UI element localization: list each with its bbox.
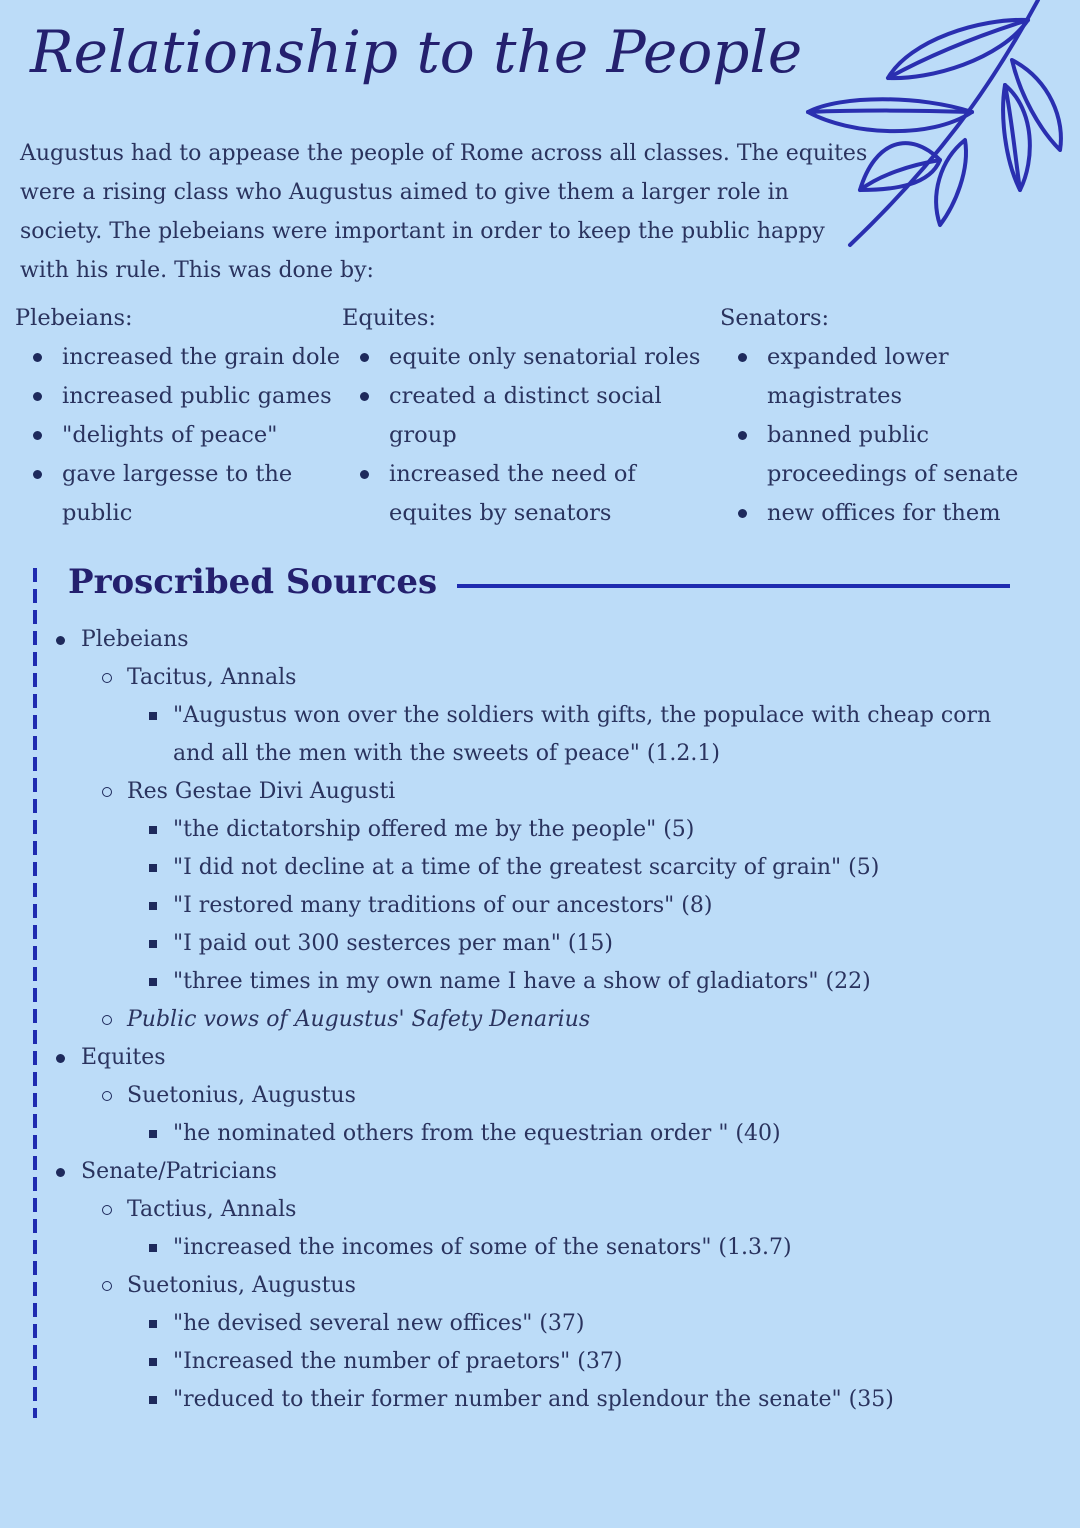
column-heading: Senators: [720, 305, 830, 331]
sources-list [0, 621, 1080, 1419]
column-heading: Equites: [342, 305, 436, 331]
plebeians-column [15, 299, 345, 533]
source-quote: "Augustus won over the soldiers with gifts, the populace with cheap corn and all the men with the sweets of peace" (1.2.1) [0, 697, 1080, 773]
source-quote: "increased the incomes of some of the senators" (1.3.7) [0, 1229, 1080, 1267]
list-item: gave largesse to the public [15, 455, 345, 533]
source-work: Suetonius, Augustus [0, 1077, 1080, 1115]
source-quote: "reduced to their former number and splendour the senate" (35) [0, 1381, 1080, 1419]
list-item: new offices for them [720, 494, 1020, 533]
source-work: Tactius, Annals [0, 1191, 1080, 1229]
list-item: created a distinct social group [342, 377, 722, 455]
source-group: Senate/Patricians [0, 1153, 1080, 1191]
list-item: increased the need of equites by senators [342, 455, 722, 533]
senators-column [720, 299, 1020, 533]
source-group: Plebeians [0, 621, 1080, 659]
source-quote: "three times in my own name I have a show of gladiators" (22) [0, 963, 1080, 1001]
source-quote: "he nominated others from the equestrian order " (40) [0, 1115, 1080, 1153]
source-work: Suetonius, Augustus [0, 1267, 1080, 1305]
source-group: Equites [0, 1039, 1080, 1077]
equites-column [342, 299, 722, 533]
source-quote: "I did not decline at a time of the greatest scarcity of grain" (5) [0, 849, 1080, 887]
list-item: equite only senatorial roles [342, 338, 722, 377]
source-work: Public vows of Augustus' Safety Denarius [0, 1001, 1080, 1039]
list-item: banned public proceedings of senate [720, 416, 1020, 494]
source-quote: "Increased the number of praetors" (37) [0, 1343, 1080, 1381]
source-work: Tacitus, Annals [0, 659, 1080, 697]
page-title: Relationship to the People [30, 18, 803, 86]
list-item: increased the grain dole [15, 338, 345, 377]
intro-paragraph: Augustus had to appease the people of Rome across all classes. The equites were a rising class who Augustus aimed to give them a larger role in society. The plebeians were important in order to keep the public happy with his rule. This was done by: [20, 141, 868, 283]
list-item: "delights of peace" [15, 416, 345, 455]
section-title: Proscribed Sources [68, 562, 438, 602]
source-quote: "the dictatorship offered me by the people" (5) [0, 811, 1080, 849]
source-quote: "he devised several new offices" (37) [0, 1305, 1080, 1343]
source-work: Res Gestae Divi Augusti [0, 773, 1080, 811]
list-item: expanded lower magistrates [720, 338, 1020, 416]
source-quote: "I paid out 300 sesterces per man" (15) [0, 925, 1080, 963]
list-item: increased public games [15, 377, 345, 416]
section-rule [457, 584, 1010, 588]
source-quote: "I restored many traditions of our ancestors" (8) [0, 887, 1080, 925]
column-heading: Plebeians: [15, 305, 133, 331]
